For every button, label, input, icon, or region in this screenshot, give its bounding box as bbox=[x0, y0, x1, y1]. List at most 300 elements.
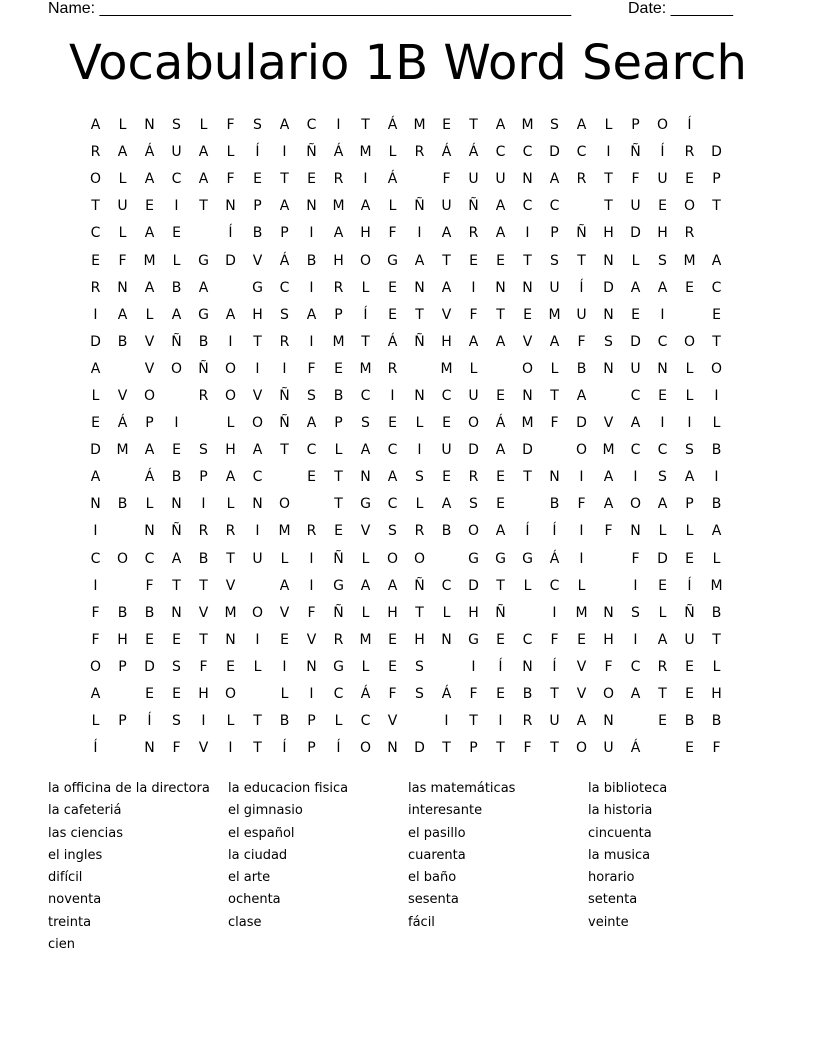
grid-cell: U bbox=[468, 387, 479, 404]
grid-cell: E bbox=[334, 360, 343, 377]
grid-cell: Í bbox=[228, 225, 233, 242]
grid-row bbox=[82, 546, 730, 573]
grid-cell: Ñ bbox=[279, 387, 290, 404]
word-list-item: el baño bbox=[408, 870, 457, 886]
grid-cell: Ñ bbox=[495, 604, 506, 621]
grid-cell: S bbox=[172, 713, 181, 730]
grid-cell: B bbox=[711, 496, 722, 513]
grid-cell: A bbox=[279, 117, 290, 134]
grid-cell: I bbox=[201, 713, 206, 730]
header-line bbox=[48, 0, 748, 20]
grid-cell: L bbox=[658, 523, 667, 540]
grid-cell: F bbox=[442, 171, 451, 188]
grid-cell: L bbox=[469, 360, 478, 377]
grid-cell: E bbox=[172, 442, 181, 459]
grid-cell: R bbox=[90, 279, 101, 296]
grid-cell: L bbox=[361, 604, 370, 621]
grid-cell: A bbox=[117, 306, 128, 323]
grid-cell: V bbox=[117, 387, 128, 404]
grid-cell: A bbox=[279, 577, 290, 594]
grid-cell: I bbox=[660, 306, 665, 323]
grid-cell: E bbox=[685, 550, 694, 567]
grid-cell: Ñ bbox=[306, 144, 317, 161]
grid-cell: A bbox=[144, 225, 155, 242]
grid-cell: T bbox=[658, 686, 667, 703]
grid-cell: V bbox=[306, 631, 317, 648]
word-list-item: treinta bbox=[48, 914, 92, 930]
grid-cell: I bbox=[309, 577, 314, 594]
grid-cell: C bbox=[279, 279, 290, 296]
grid-cell: L bbox=[253, 658, 262, 675]
date-field[interactable] bbox=[628, 0, 733, 18]
grid-cell: A bbox=[387, 469, 398, 486]
grid-row bbox=[82, 112, 730, 139]
grid-cell: O bbox=[467, 415, 480, 432]
grid-cell: N bbox=[90, 496, 101, 513]
grid-cell: Í bbox=[660, 144, 665, 161]
grid-cell: D bbox=[144, 658, 155, 675]
grid-cell: O bbox=[224, 360, 237, 377]
grid-cell: E bbox=[523, 306, 532, 323]
grid-cell: T bbox=[496, 577, 505, 594]
grid-row bbox=[82, 275, 730, 302]
grid-cell: E bbox=[442, 469, 451, 486]
grid-cell: N bbox=[495, 279, 506, 296]
grid-cell: L bbox=[145, 306, 154, 323]
grid-cell: V bbox=[522, 333, 533, 350]
grid-cell: T bbox=[91, 198, 100, 215]
word-list-item: la officina de la directora bbox=[48, 781, 210, 796]
grid-cell: P bbox=[307, 740, 316, 757]
word-list-item: la cafeteriá bbox=[48, 803, 122, 819]
grid-cell: F bbox=[172, 740, 181, 757]
grid-cell: L bbox=[226, 144, 235, 161]
grid-cell: N bbox=[171, 496, 182, 513]
grid-cell: I bbox=[579, 550, 584, 567]
grid-cell: R bbox=[414, 523, 425, 540]
grid-cell: G bbox=[360, 496, 371, 513]
grid-cell: P bbox=[685, 496, 694, 513]
grid-cell: H bbox=[360, 225, 371, 242]
grid-cell: A bbox=[387, 577, 398, 594]
grid-cell: G bbox=[522, 550, 533, 567]
grid-cell: O bbox=[116, 550, 129, 567]
grid-cell: M bbox=[143, 252, 156, 269]
grid-cell: B bbox=[171, 279, 182, 296]
grid-cell: E bbox=[469, 252, 478, 269]
grid-cell: G bbox=[252, 279, 263, 296]
grid-cell: F bbox=[226, 117, 235, 134]
grid-cell: T bbox=[199, 631, 208, 648]
grid-cell: A bbox=[144, 442, 155, 459]
grid-cell: M bbox=[710, 577, 723, 594]
grid-cell: R bbox=[306, 523, 317, 540]
grid-cell: A bbox=[306, 306, 317, 323]
grid-cell: A bbox=[576, 387, 587, 404]
grid-cell: H bbox=[333, 252, 344, 269]
grid-cell: T bbox=[334, 469, 343, 486]
grid-cell: N bbox=[252, 496, 263, 513]
grid-cell: T bbox=[253, 740, 262, 757]
grid-cell: T bbox=[361, 117, 370, 134]
grid-cell: O bbox=[413, 550, 426, 567]
grid-cell: C bbox=[90, 225, 101, 242]
grid-cell: S bbox=[415, 469, 424, 486]
grid-cell: L bbox=[334, 442, 343, 459]
grid-cell: E bbox=[388, 631, 397, 648]
grid-cell: B bbox=[171, 469, 182, 486]
grid-cell: Í bbox=[363, 306, 368, 323]
grid-cell: S bbox=[604, 333, 613, 350]
grid-cell: P bbox=[334, 415, 343, 432]
grid-cell: T bbox=[469, 713, 478, 730]
grid-cell: M bbox=[683, 252, 696, 269]
grid-cell: I bbox=[417, 225, 422, 242]
grid-cell: L bbox=[280, 550, 289, 567]
word-list-item: cien bbox=[48, 937, 75, 953]
grid-cell: V bbox=[387, 713, 398, 730]
grid-cell: D bbox=[657, 550, 668, 567]
grid-cell: A bbox=[495, 198, 506, 215]
grid-cell: E bbox=[658, 577, 667, 594]
grid-cell: I bbox=[687, 415, 692, 432]
grid-cell: Í bbox=[579, 279, 584, 296]
grid-cell: V bbox=[360, 523, 371, 540]
grid-cell: D bbox=[90, 333, 101, 350]
grid-cell: A bbox=[495, 523, 506, 540]
grid-cell: D bbox=[468, 577, 479, 594]
grid-cell: A bbox=[144, 171, 155, 188]
grid-cell: S bbox=[361, 415, 370, 432]
word-list-item bbox=[228, 934, 408, 956]
grid-cell: F bbox=[550, 415, 559, 432]
grid-cell: Í bbox=[282, 740, 287, 757]
grid-cell: V bbox=[225, 577, 236, 594]
grid-cell: V bbox=[279, 604, 290, 621]
word-list-item: horario bbox=[588, 870, 635, 886]
grid-cell: B bbox=[306, 252, 317, 269]
grid-cell: A bbox=[171, 550, 182, 567]
grid-cell: I bbox=[255, 631, 260, 648]
grid-cell: Ñ bbox=[198, 360, 209, 377]
grid-cell: I bbox=[660, 415, 665, 432]
grid-cell: I bbox=[579, 469, 584, 486]
grid-cell: O bbox=[683, 198, 696, 215]
grid-cell: L bbox=[361, 550, 370, 567]
grid-cell: T bbox=[523, 252, 532, 269]
grid-cell: E bbox=[172, 631, 181, 648]
grid-cell: E bbox=[658, 387, 667, 404]
grid-cell: O bbox=[386, 550, 399, 567]
grid-cell: F bbox=[91, 604, 100, 621]
grid-cell: B bbox=[711, 604, 722, 621]
word-list-item: el arte bbox=[228, 870, 271, 886]
grid-cell: S bbox=[388, 523, 397, 540]
grid-cell: E bbox=[631, 306, 640, 323]
grid-row bbox=[82, 193, 730, 220]
grid-cell: U bbox=[576, 306, 587, 323]
grid-cell: C bbox=[711, 279, 722, 296]
grid-cell: I bbox=[228, 333, 233, 350]
grid-cell: V bbox=[198, 740, 209, 757]
grid-cell: A bbox=[441, 225, 452, 242]
grid-cell: O bbox=[170, 360, 183, 377]
grid-cell: S bbox=[469, 496, 478, 513]
grid-row bbox=[82, 220, 730, 247]
word-list-item: las matemáticas bbox=[408, 781, 516, 796]
grid-cell: D bbox=[414, 740, 425, 757]
grid-cell: F bbox=[577, 496, 586, 513]
grid-cell: E bbox=[496, 469, 505, 486]
grid-cell: D bbox=[225, 252, 236, 269]
grid-cell: B bbox=[117, 496, 128, 513]
grid-cell: E bbox=[658, 713, 667, 730]
grid-cell: B bbox=[117, 604, 128, 621]
grid-cell: E bbox=[226, 658, 235, 675]
grid-cell: G bbox=[198, 306, 209, 323]
grid-cell: Á bbox=[387, 171, 398, 188]
grid-cell: T bbox=[280, 171, 289, 188]
grid-cell: P bbox=[631, 117, 640, 134]
grid-cell: L bbox=[415, 496, 424, 513]
grid-cell: D bbox=[90, 442, 101, 459]
grid-cell: T bbox=[172, 577, 181, 594]
word-list-item: noventa bbox=[48, 892, 102, 908]
grid-cell: A bbox=[495, 442, 506, 459]
grid-cell: M bbox=[359, 360, 372, 377]
grid-cell: E bbox=[307, 171, 316, 188]
grid-cell: N bbox=[360, 469, 371, 486]
grid-row bbox=[82, 383, 730, 410]
grid-cell: C bbox=[522, 144, 533, 161]
grid-cell: C bbox=[657, 442, 668, 459]
grid-cell: S bbox=[172, 117, 181, 134]
grid-cell: O bbox=[224, 686, 237, 703]
grid-cell: P bbox=[334, 306, 343, 323]
grid-cell: E bbox=[280, 631, 289, 648]
grid-cell: L bbox=[388, 144, 397, 161]
grid-cell: Í bbox=[687, 577, 692, 594]
grid-cell: S bbox=[253, 117, 262, 134]
grid-cell: E bbox=[658, 198, 667, 215]
grid-cell: O bbox=[575, 740, 588, 757]
grid-cell: H bbox=[414, 631, 425, 648]
grid-cell: L bbox=[523, 577, 532, 594]
grid-cell: C bbox=[549, 577, 560, 594]
grid-cell: O bbox=[656, 117, 669, 134]
grid-cell: L bbox=[280, 686, 289, 703]
grid-cell: O bbox=[278, 496, 291, 513]
grid-cell: U bbox=[549, 279, 560, 296]
grid-cell: H bbox=[657, 225, 668, 242]
word-list-item bbox=[588, 934, 768, 956]
grid-cell: I bbox=[498, 713, 503, 730]
grid-cell: I bbox=[579, 523, 584, 540]
grid-cell: M bbox=[116, 442, 129, 459]
grid-cell: H bbox=[468, 604, 479, 621]
grid-cell: O bbox=[89, 658, 102, 675]
grid-cell: S bbox=[172, 658, 181, 675]
grid-cell: T bbox=[712, 198, 721, 215]
grid-row bbox=[82, 247, 730, 274]
grid-cell: O bbox=[629, 496, 642, 513]
grid-cell: Á bbox=[387, 117, 398, 134]
grid-cell: Ñ bbox=[468, 198, 479, 215]
grid-cell: H bbox=[711, 686, 722, 703]
grid-cell: Í bbox=[552, 658, 557, 675]
grid-cell: L bbox=[631, 252, 640, 269]
grid-cell: A bbox=[171, 306, 182, 323]
grid-row bbox=[82, 166, 730, 193]
grid-cell: P bbox=[118, 713, 127, 730]
grid-cell: L bbox=[91, 387, 100, 404]
letter-grid bbox=[82, 112, 730, 762]
grid-cell: I bbox=[633, 469, 638, 486]
grid-cell: V bbox=[252, 252, 263, 269]
grid-cell: O bbox=[521, 360, 534, 377]
grid-cell: G bbox=[468, 550, 479, 567]
grid-cell: F bbox=[577, 333, 586, 350]
grid-cell: A bbox=[198, 279, 209, 296]
word-list-item: clase bbox=[228, 914, 262, 930]
grid-cell: I bbox=[282, 658, 287, 675]
grid-cell: A bbox=[333, 225, 344, 242]
grid-cell: N bbox=[144, 117, 155, 134]
grid-cell: M bbox=[440, 360, 453, 377]
grid-cell: I bbox=[633, 577, 638, 594]
name-field[interactable] bbox=[48, 0, 571, 18]
grid-cell: T bbox=[442, 740, 451, 757]
grid-cell: E bbox=[712, 306, 721, 323]
grid-cell: A bbox=[225, 306, 236, 323]
grid-cell: N bbox=[549, 469, 560, 486]
grid-cell: C bbox=[171, 171, 182, 188]
grid-cell: M bbox=[602, 442, 615, 459]
grid-cell: Ñ bbox=[630, 144, 641, 161]
grid-cell: I bbox=[336, 117, 341, 134]
grid-cell: L bbox=[118, 225, 127, 242]
grid-row bbox=[82, 329, 730, 356]
grid-cell: A bbox=[657, 279, 668, 296]
grid-cell: I bbox=[309, 333, 314, 350]
grid-cell: Ñ bbox=[576, 225, 587, 242]
grid-cell: L bbox=[712, 415, 721, 432]
grid-cell: I bbox=[606, 144, 611, 161]
grid-cell: G bbox=[495, 550, 506, 567]
grid-cell: E bbox=[442, 415, 451, 432]
grid-cell: F bbox=[145, 577, 154, 594]
grid-cell: I bbox=[363, 171, 368, 188]
grid-cell: E bbox=[442, 117, 451, 134]
word-list-item: el pasillo bbox=[408, 825, 466, 841]
grid-cell: T bbox=[550, 686, 559, 703]
grid-cell: I bbox=[282, 360, 287, 377]
grid-cell: T bbox=[496, 306, 505, 323]
grid-cell: Ñ bbox=[414, 577, 425, 594]
grid-cell: Á bbox=[387, 333, 398, 350]
grid-cell: Í bbox=[336, 740, 341, 757]
grid-cell: I bbox=[417, 442, 422, 459]
grid-cell: P bbox=[712, 171, 721, 188]
grid-cell: M bbox=[359, 144, 372, 161]
grid-cell: D bbox=[576, 415, 587, 432]
grid-cell: Ñ bbox=[333, 604, 344, 621]
grid-cell: C bbox=[252, 469, 263, 486]
grid-cell: I bbox=[525, 225, 530, 242]
grid-cell: H bbox=[225, 442, 236, 459]
grid-cell: M bbox=[548, 306, 561, 323]
grid-cell: I bbox=[93, 577, 98, 594]
grid-cell: C bbox=[549, 198, 560, 215]
grid-cell: S bbox=[307, 387, 316, 404]
grid-cell: B bbox=[711, 442, 722, 459]
grid-cell: L bbox=[442, 604, 451, 621]
grid-cell: A bbox=[360, 577, 371, 594]
grid-cell: L bbox=[172, 252, 181, 269]
grid-row bbox=[82, 356, 730, 383]
grid-cell: T bbox=[550, 387, 559, 404]
grid-cell: E bbox=[496, 686, 505, 703]
grid-cell: E bbox=[577, 631, 586, 648]
grid-cell: O bbox=[467, 523, 480, 540]
grid-cell: V bbox=[252, 387, 263, 404]
grid-cell: Á bbox=[630, 740, 641, 757]
grid-cell: R bbox=[576, 171, 587, 188]
grid-cell: E bbox=[172, 686, 181, 703]
grid-cell: U bbox=[657, 171, 668, 188]
grid-cell: N bbox=[225, 631, 236, 648]
word-list-item: el español bbox=[228, 825, 295, 841]
grid-cell: I bbox=[309, 550, 314, 567]
grid-cell: L bbox=[226, 713, 235, 730]
grid-cell: L bbox=[712, 550, 721, 567]
grid-cell: A bbox=[225, 469, 236, 486]
grid-cell: C bbox=[387, 442, 398, 459]
grid-cell: A bbox=[657, 496, 668, 513]
grid-cell: E bbox=[145, 631, 154, 648]
grid-cell: S bbox=[658, 469, 667, 486]
grid-cell: N bbox=[603, 252, 614, 269]
grid-cell: T bbox=[577, 252, 586, 269]
grid-row bbox=[82, 735, 730, 762]
grid-cell: E bbox=[496, 387, 505, 404]
grid-cell: B bbox=[576, 360, 587, 377]
grid-cell: F bbox=[469, 686, 478, 703]
grid-cell: I bbox=[201, 496, 206, 513]
grid-cell: A bbox=[711, 252, 722, 269]
grid-cell: I bbox=[714, 469, 719, 486]
grid-cell: M bbox=[359, 631, 372, 648]
grid-cell: A bbox=[90, 117, 101, 134]
grid-row bbox=[82, 654, 730, 681]
grid-cell: N bbox=[171, 604, 182, 621]
grid-cell: I bbox=[228, 740, 233, 757]
grid-cell: N bbox=[630, 523, 641, 540]
grid-cell: E bbox=[91, 415, 100, 432]
grid-row bbox=[82, 491, 730, 518]
grid-cell: F bbox=[712, 740, 721, 757]
grid-cell: E bbox=[388, 658, 397, 675]
grid-cell: H bbox=[252, 306, 263, 323]
grid-cell: L bbox=[361, 658, 370, 675]
grid-cell: P bbox=[469, 740, 478, 757]
grid-cell: G bbox=[333, 658, 344, 675]
grid-cell: A bbox=[252, 442, 263, 459]
grid-cell: A bbox=[198, 144, 209, 161]
grid-cell: Á bbox=[549, 550, 560, 567]
grid-cell: E bbox=[496, 252, 505, 269]
grid-cell: Í bbox=[498, 658, 503, 675]
